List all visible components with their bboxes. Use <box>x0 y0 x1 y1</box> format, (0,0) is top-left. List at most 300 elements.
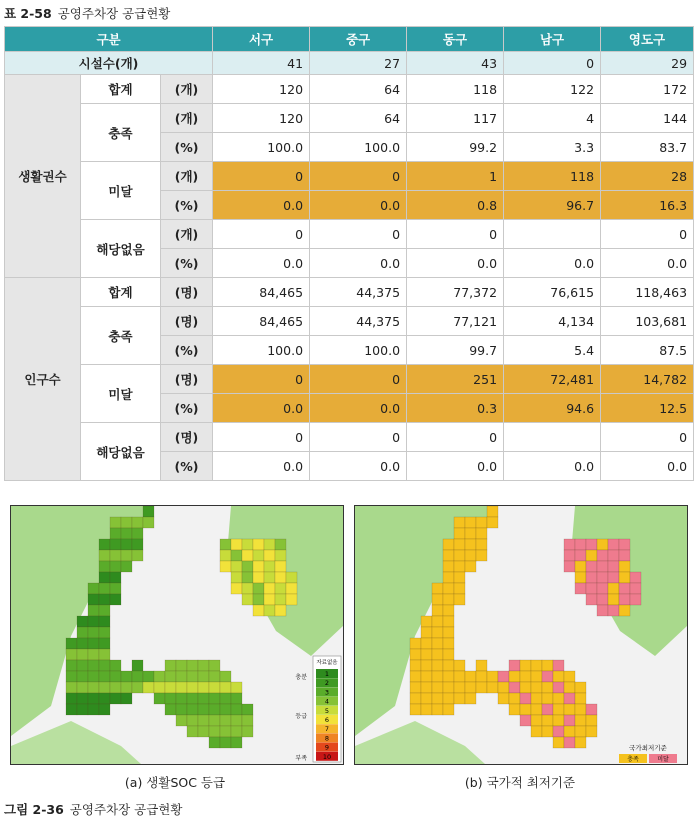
map-cell <box>220 704 231 715</box>
table-cell: 120 <box>213 104 310 133</box>
map-cell <box>66 682 77 693</box>
map-cell <box>443 605 454 616</box>
table-header-row <box>5 27 694 52</box>
map-cell <box>575 704 586 715</box>
map-cell <box>531 682 542 693</box>
map-cell <box>286 572 297 583</box>
map-cell <box>99 671 110 682</box>
table-title: 공영주차장 공급현황 <box>57 6 171 21</box>
map-cell <box>88 616 99 627</box>
map-cell <box>630 572 641 583</box>
map-cell <box>432 649 443 660</box>
map-cell <box>132 528 143 539</box>
map-cell <box>421 649 432 660</box>
map-cell <box>498 682 509 693</box>
table-cell: 0.0 <box>407 249 504 278</box>
map-cell <box>209 704 220 715</box>
table-cell: 77,121 <box>407 307 504 336</box>
table-cell: 87.5 <box>601 336 694 365</box>
map-cell <box>586 715 597 726</box>
map-cell <box>553 693 564 704</box>
map-cell <box>88 627 99 638</box>
map-cell <box>220 671 231 682</box>
table-cell: 44,375 <box>310 278 407 307</box>
map-cell <box>110 583 121 594</box>
unit-label: (개) <box>161 220 213 249</box>
map-cell <box>443 693 454 704</box>
table-cell: 0 <box>310 365 407 394</box>
map-cell <box>88 638 99 649</box>
table-cell: 64 <box>310 75 407 104</box>
map-cell <box>531 715 542 726</box>
table-cell: 100.0 <box>310 336 407 365</box>
legend-grade-label: 1 <box>324 670 330 678</box>
table-cell: 77,372 <box>407 278 504 307</box>
map-cell <box>421 682 432 693</box>
map-cell <box>575 682 586 693</box>
map-cell <box>487 682 498 693</box>
map-cell <box>231 583 242 594</box>
map-cell <box>165 693 176 704</box>
table-cell: 16.3 <box>601 191 694 220</box>
map-cell <box>520 671 531 682</box>
map-cell <box>531 660 542 671</box>
map-cell <box>264 539 275 550</box>
table-cell: 0 <box>213 162 310 191</box>
table-cell: 0.8 <box>407 191 504 220</box>
map-national-minimum-canvas <box>355 506 687 764</box>
map-cell <box>542 660 553 671</box>
map-cell <box>575 550 586 561</box>
table-cell: 103,681 <box>601 307 694 336</box>
map-cell <box>586 561 597 572</box>
map-cell <box>99 561 110 572</box>
map-cell <box>198 693 209 704</box>
table-cell: 0.0 <box>213 249 310 278</box>
map-cell <box>498 693 509 704</box>
map-cell <box>77 693 88 704</box>
map-cell <box>99 539 110 550</box>
table-cell: 94.6 <box>504 394 601 423</box>
map-cell <box>176 671 187 682</box>
table-cell: 64 <box>310 104 407 133</box>
table-cell: 0.0 <box>310 249 407 278</box>
map-cell <box>542 682 553 693</box>
map-cell <box>242 704 253 715</box>
map-cell <box>410 638 421 649</box>
map-cell <box>176 715 187 726</box>
table-row <box>5 104 694 133</box>
map-cell <box>88 605 99 616</box>
map-cell <box>275 561 286 572</box>
map-cell <box>66 649 77 660</box>
sub-label: 합계 <box>81 278 161 307</box>
map-cell <box>630 583 641 594</box>
map-cell <box>99 649 110 660</box>
table-cell: 100.0 <box>213 336 310 365</box>
map-cell <box>143 517 154 528</box>
map-cell <box>586 594 597 605</box>
map-cell <box>564 671 575 682</box>
map-cell <box>187 704 198 715</box>
map-cell <box>575 693 586 704</box>
map-cell <box>99 594 110 605</box>
map-cell <box>575 737 586 748</box>
table-cell: 4 <box>504 104 601 133</box>
table-cell: 172 <box>601 75 694 104</box>
map-cell <box>209 671 220 682</box>
map-cell <box>220 715 231 726</box>
map-cell <box>608 539 619 550</box>
table-cell: 0.0 <box>601 249 694 278</box>
map-cell <box>619 561 630 572</box>
map-cell <box>608 561 619 572</box>
map-cell <box>88 682 99 693</box>
map-cell <box>121 528 132 539</box>
map-cell <box>520 660 531 671</box>
map-cell <box>619 594 630 605</box>
map-cell <box>564 715 575 726</box>
map-cell <box>487 671 498 682</box>
map-cell <box>165 704 176 715</box>
map-cell <box>531 693 542 704</box>
map-cell <box>275 583 286 594</box>
map-cell <box>465 517 476 528</box>
map-cell <box>542 726 553 737</box>
map-cell <box>432 616 443 627</box>
table-cell: 0 <box>601 220 694 249</box>
map-cell <box>421 671 432 682</box>
map-cell <box>454 550 465 561</box>
sub-label: 미달 <box>81 162 161 220</box>
map-cell <box>209 737 220 748</box>
unit-label: (명) <box>161 423 213 452</box>
map-cell <box>99 638 110 649</box>
table-row <box>5 220 694 249</box>
map-cell <box>154 682 165 693</box>
map-cell <box>619 550 630 561</box>
map-cell <box>542 704 553 715</box>
map-cell <box>187 726 198 737</box>
map-cell <box>110 660 121 671</box>
map-cell <box>443 594 454 605</box>
table-cell: 117 <box>407 104 504 133</box>
table-cell: 100.0 <box>310 133 407 162</box>
legend-grade-label: 4 <box>324 697 330 706</box>
legend-low: 부족 <box>295 755 307 762</box>
table-cell: 99.7 <box>407 336 504 365</box>
table-cell: 3.3 <box>504 133 601 162</box>
map-cell <box>432 660 443 671</box>
map-cell <box>597 605 608 616</box>
map-cell <box>121 561 132 572</box>
map-cell <box>454 517 465 528</box>
table-cell: 96.7 <box>504 191 601 220</box>
map-cell <box>209 726 220 737</box>
header-district: 서구 <box>213 27 310 52</box>
table-row <box>5 75 694 104</box>
map-cell <box>176 704 187 715</box>
map-cell <box>454 583 465 594</box>
map-cell <box>476 517 487 528</box>
map-cell <box>454 572 465 583</box>
map-cell <box>443 616 454 627</box>
map-cell <box>198 726 209 737</box>
header-category: 구분 <box>5 27 213 52</box>
map-cell <box>264 594 275 605</box>
map-cell <box>619 539 630 550</box>
map-cell <box>487 517 498 528</box>
map-cell <box>509 704 520 715</box>
table-cell: 99.2 <box>407 133 504 162</box>
table-cell: 28 <box>601 162 694 191</box>
unit-label: (명) <box>161 278 213 307</box>
legend-short: 미달 <box>657 756 669 763</box>
map-cell <box>99 704 110 715</box>
map-cell <box>99 605 110 616</box>
table-cell: 0.0 <box>310 452 407 481</box>
map-cell <box>608 594 619 605</box>
unit-label: (명) <box>161 365 213 394</box>
sub-label: 합계 <box>81 75 161 104</box>
map-cell <box>531 704 542 715</box>
map-cell <box>564 704 575 715</box>
table-number: 표 2-58 <box>4 6 52 21</box>
map-cell <box>143 682 154 693</box>
map-cell <box>88 671 99 682</box>
map-cell <box>253 605 264 616</box>
map-cell <box>77 638 88 649</box>
table-cell: 44,375 <box>310 307 407 336</box>
header-district: 영도구 <box>601 27 694 52</box>
map-cell <box>630 594 641 605</box>
table-cell: 12.5 <box>601 394 694 423</box>
map-cell <box>476 550 487 561</box>
table-cell: 0.0 <box>504 249 601 278</box>
map-cell <box>443 627 454 638</box>
map-cell <box>242 572 253 583</box>
map-cell <box>121 671 132 682</box>
map-cell <box>176 660 187 671</box>
legend-grade-label: 6 <box>324 716 330 724</box>
map-cell <box>465 528 476 539</box>
map-cell <box>454 539 465 550</box>
map-cell <box>99 660 110 671</box>
map-cell <box>465 539 476 550</box>
map-cell <box>454 682 465 693</box>
map-cell <box>88 693 99 704</box>
map-cell <box>253 583 264 594</box>
legend-ok: 충족 <box>627 756 639 763</box>
legend-no-data: 자료없음 <box>316 660 338 666</box>
table-cell: 0 <box>213 220 310 249</box>
legend-grade-label: 5 <box>324 706 330 715</box>
map-cell <box>231 693 242 704</box>
table-cell: 84,465 <box>213 278 310 307</box>
map-cell <box>231 726 242 737</box>
map-cell <box>220 561 231 572</box>
table-row <box>5 365 694 394</box>
map-cell <box>121 550 132 561</box>
map-cell <box>454 671 465 682</box>
map-cell <box>242 726 253 737</box>
map-cell <box>66 704 77 715</box>
map-cell <box>231 550 242 561</box>
table-cell: 251 <box>407 365 504 394</box>
table-cell: 0.0 <box>213 452 310 481</box>
table-cell: 118,463 <box>601 278 694 307</box>
map-cell <box>443 572 454 583</box>
map-cell <box>187 693 198 704</box>
map-cell <box>443 704 454 715</box>
table-cell: 100.0 <box>213 133 310 162</box>
map-cell <box>99 550 110 561</box>
map-cell <box>531 671 542 682</box>
map-soc-grade <box>10 505 344 765</box>
map-cell <box>110 594 121 605</box>
unit-label: (%) <box>161 394 213 423</box>
group-label: 인구수 <box>5 278 81 481</box>
map-cell <box>187 660 198 671</box>
map-cell <box>476 539 487 550</box>
map-cell <box>209 715 220 726</box>
map-cell <box>597 539 608 550</box>
map-cell <box>231 561 242 572</box>
table-cell: 29 <box>601 52 694 75</box>
map-cell <box>110 682 121 693</box>
map-cell <box>220 550 231 561</box>
map-cell <box>88 649 99 660</box>
map-cell <box>432 627 443 638</box>
map-cell <box>586 539 597 550</box>
map-cell <box>421 693 432 704</box>
map-cell <box>432 594 443 605</box>
map-cell <box>553 726 564 737</box>
legend-grade-label: 8 <box>324 734 330 743</box>
map-cell <box>220 693 231 704</box>
map-cell <box>465 550 476 561</box>
map-cell <box>121 682 132 693</box>
table-cell: 0 <box>213 423 310 452</box>
map-cell <box>542 693 553 704</box>
map-cell <box>509 693 520 704</box>
map-cell <box>242 715 253 726</box>
map-cell <box>242 561 253 572</box>
table-cell: 120 <box>213 75 310 104</box>
map-cell <box>443 539 454 550</box>
map-cell <box>608 572 619 583</box>
map-cell <box>454 693 465 704</box>
unit-label: (%) <box>161 249 213 278</box>
map-cell <box>66 671 77 682</box>
legend-grade-label: 10 <box>322 752 332 761</box>
map-cell <box>209 682 220 693</box>
map-cell <box>509 660 520 671</box>
map-cell <box>99 693 110 704</box>
map-cell <box>110 539 121 550</box>
map-cell <box>231 704 242 715</box>
map-cell <box>531 726 542 737</box>
map-cell <box>242 550 253 561</box>
figure-caption <box>4 800 182 818</box>
map-cell <box>88 704 99 715</box>
map-cell <box>432 704 443 715</box>
map-cell <box>454 660 465 671</box>
map-cell <box>608 583 619 594</box>
map-cell <box>132 671 143 682</box>
map-cell <box>432 671 443 682</box>
map-cell <box>465 561 476 572</box>
map-cell <box>575 561 586 572</box>
map-cell <box>553 737 564 748</box>
map-cell <box>198 715 209 726</box>
map-cell <box>88 583 99 594</box>
map-cell <box>443 550 454 561</box>
map-cell <box>509 682 520 693</box>
table-cell: 5.4 <box>504 336 601 365</box>
map-cell <box>476 682 487 693</box>
table-cell: 84,465 <box>213 307 310 336</box>
map-cell <box>575 539 586 550</box>
map-cell <box>154 693 165 704</box>
facility-count-label: 시설수(개) <box>5 52 213 75</box>
map-cell <box>66 660 77 671</box>
legend-grade-label: 9 <box>324 743 330 752</box>
map-cell <box>443 583 454 594</box>
header-district: 동구 <box>407 27 504 52</box>
sub-label: 해당없음 <box>81 423 161 481</box>
map-cell <box>77 704 88 715</box>
map-cell <box>198 704 209 715</box>
unit-label: (개) <box>161 162 213 191</box>
table-cell: 0 <box>310 220 407 249</box>
map-cell <box>564 561 575 572</box>
map-cell <box>110 671 121 682</box>
table-row <box>5 278 694 307</box>
table-cell: 0 <box>213 365 310 394</box>
map-cell <box>275 594 286 605</box>
map-cell <box>143 671 154 682</box>
table-cell: 0.0 <box>407 452 504 481</box>
map-cell <box>198 660 209 671</box>
map-cell <box>165 660 176 671</box>
map-cell <box>465 682 476 693</box>
table-cell: 0 <box>407 423 504 452</box>
map-cell <box>231 682 242 693</box>
map-cell <box>121 539 132 550</box>
map-cell <box>253 539 264 550</box>
map-cell <box>586 726 597 737</box>
map-cell <box>154 671 165 682</box>
map-cell <box>421 627 432 638</box>
map-cell <box>575 583 586 594</box>
table-cell: 122 <box>504 75 601 104</box>
map-cell <box>476 660 487 671</box>
legend-title: 국가최저기준 <box>629 744 667 752</box>
map-cell <box>220 539 231 550</box>
unit-label: (%) <box>161 336 213 365</box>
map-cell <box>77 649 88 660</box>
table-cell: 144 <box>601 104 694 133</box>
map-cell <box>597 583 608 594</box>
map-cell <box>176 693 187 704</box>
map-cell <box>132 539 143 550</box>
legend-mid: 등급 <box>295 713 307 720</box>
map-cell <box>421 616 432 627</box>
map-cell <box>187 682 198 693</box>
map-cell <box>121 693 132 704</box>
map-cell <box>443 561 454 572</box>
